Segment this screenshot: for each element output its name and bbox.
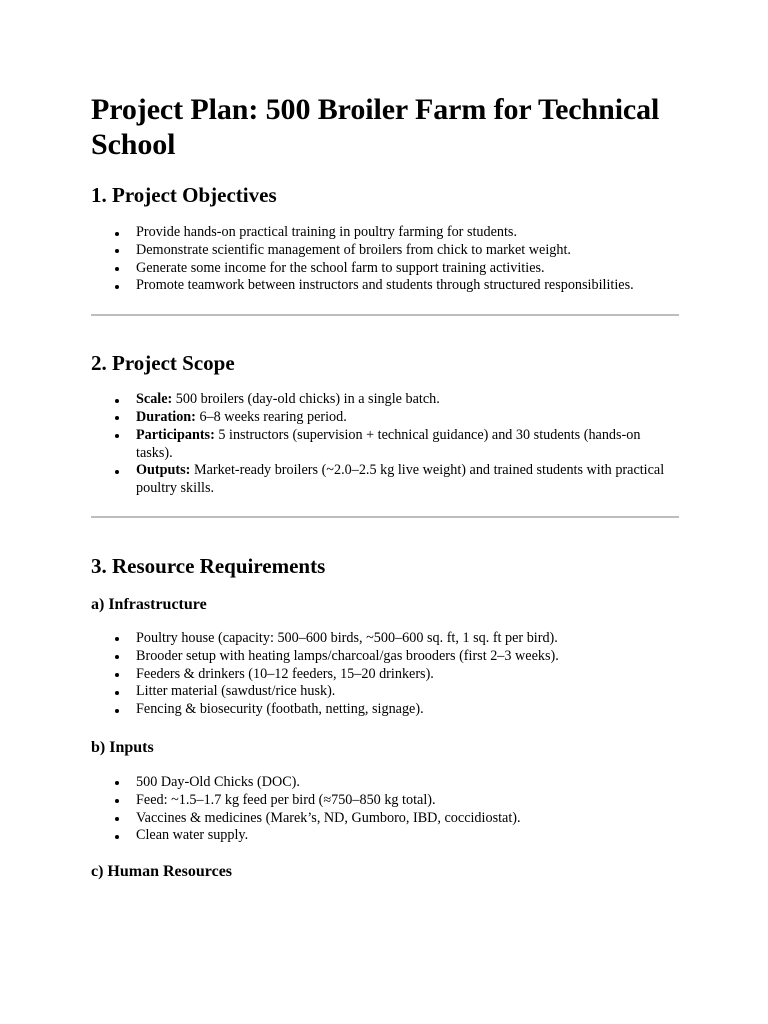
list-item: Promote teamwork between instructors and students through structured responsibilities.	[136, 277, 679, 295]
scope-label-participants: Participants:	[136, 426, 215, 443]
section-heading-objectives: 1. Project Objectives	[91, 183, 277, 207]
subsection-heading-human-resources: c) Human Resources	[91, 863, 233, 881]
subsection-heading-inputs: b) Inputs	[91, 738, 154, 756]
inputs-list	[91, 774, 679, 845]
list-item: Clean water supply.	[136, 827, 679, 845]
scope-label-scale: Scale:	[136, 391, 173, 408]
document-content	[91, 92, 679, 882]
list-item: Demonstrate scientific management of broilers from chick to market weight.	[136, 242, 679, 260]
section-divider	[91, 516, 679, 518]
subsection-heading-infrastructure: a) Infrastructure	[91, 595, 207, 613]
scope-text-scale: 500 broilers (day-old chicks) in a single batch.	[172, 391, 440, 408]
list-item: Litter material (sawdust/rice husk).	[136, 683, 679, 701]
list-item	[136, 391, 679, 409]
infrastructure-list	[91, 630, 679, 719]
list-item: Brooder setup with heating lamps/charcoal/gas brooders (first 2–3 weeks).	[136, 648, 679, 666]
list-item: Fencing & biosecurity (footbath, netting, signage).	[136, 701, 679, 719]
list-item: 500 Day-Old Chicks (DOC).	[136, 774, 679, 792]
list-item	[136, 409, 679, 427]
objectives-list	[91, 224, 679, 295]
section-heading-resources: 3. Resource Requirements	[91, 553, 326, 578]
list-item: Feed: ~1.5–1.7 kg feed per bird (≈750–850 kg total).	[136, 792, 679, 810]
document-title: Project Plan: 500 Broiler Farm for Technical School	[91, 93, 660, 161]
list-item	[136, 427, 679, 463]
list-item: Generate some income for the school farm to support training activities.	[136, 260, 679, 278]
list-item: Poultry house (capacity: 500–600 birds, ~500–600 sq. ft, 1 sq. ft per bird).	[136, 630, 679, 648]
section-heading-scope: 2. Project Scope	[91, 351, 235, 376]
section-divider	[91, 314, 679, 316]
scope-label-outputs: Outputs:	[136, 462, 191, 479]
scope-text-outputs: Market-ready broilers (~2.0–2.5 kg live weight) and trained students with practical poultry skills.	[136, 462, 665, 497]
list-item: Provide hands-on practical training in poultry farming for students.	[136, 224, 679, 242]
scope-list	[91, 391, 679, 498]
scope-text-participants: 5 instructors (supervision + technical guidance) and 30 students (hands-on tasks).	[136, 426, 641, 461]
list-item	[136, 462, 679, 498]
list-item: Feeders & drinkers (10–12 feeders, 15–20 drinkers).	[136, 666, 679, 684]
scope-text-duration: 6–8 weeks rearing period.	[195, 408, 347, 425]
list-item: Vaccines & medicines (Marek’s, ND, Gumboro, IBD, coccidiostat).	[136, 810, 679, 828]
scope-label-duration: Duration:	[136, 408, 196, 425]
